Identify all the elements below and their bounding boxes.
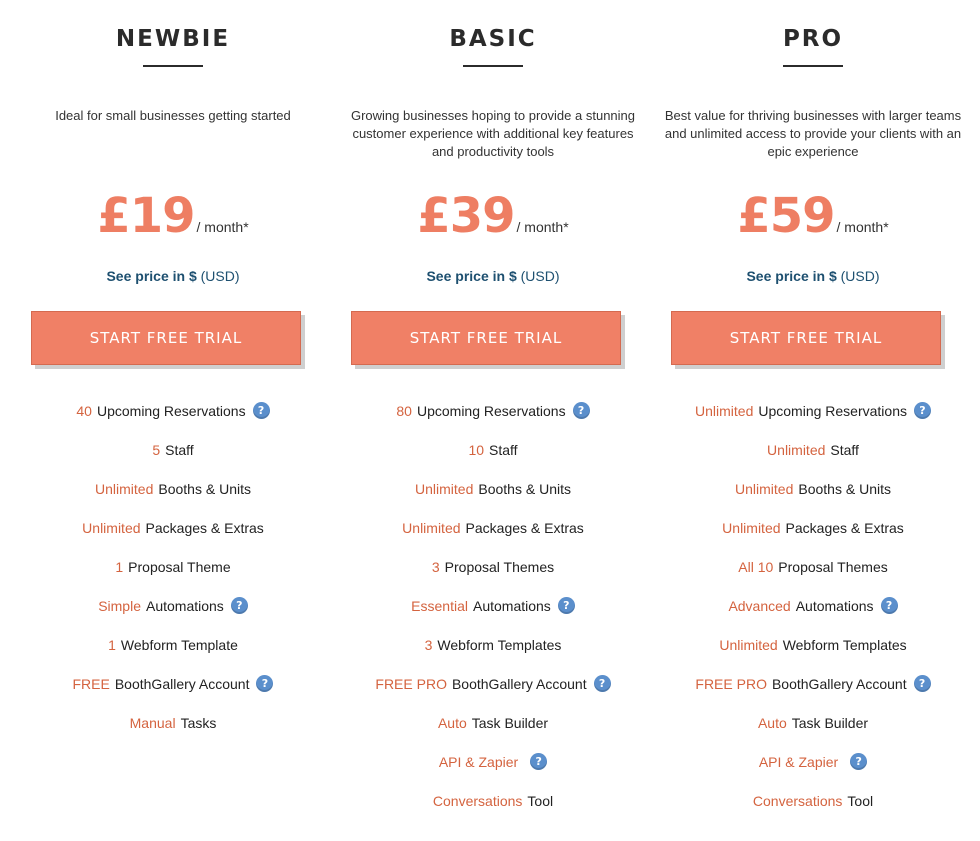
- feature-item: [343, 401, 643, 440]
- feature-list: [343, 401, 643, 830]
- feature-label: Webform Templates: [437, 637, 562, 653]
- feature-label: Task Builder: [791, 715, 869, 731]
- title-underline: [783, 65, 843, 67]
- feature-value: Manual: [129, 715, 176, 731]
- feature-label: Packages & Extras: [465, 520, 584, 536]
- feature-label: Upcoming Reservations: [416, 403, 566, 419]
- usd-link-text: See price in $: [746, 268, 837, 284]
- price-amount: £39: [417, 188, 515, 244]
- plan-title: PRO: [782, 26, 844, 52]
- feature-label: Tasks: [180, 715, 217, 731]
- feature-label: Automations: [472, 598, 551, 614]
- feature-label: Upcoming Reservations: [96, 403, 246, 419]
- feature-value: Auto: [437, 715, 467, 731]
- feature-value: Unlimited: [82, 520, 141, 536]
- help-icon[interactable]: ?: [914, 675, 931, 692]
- plan-description: Best value for thriving businesses with larger teams and unlimited access to provide your clients with an epic experience: [664, 108, 962, 159]
- feature-value: Unlimited: [415, 481, 474, 497]
- feature-value: 40: [76, 403, 92, 419]
- help-icon[interactable]: ?: [594, 675, 611, 692]
- feature-item: [663, 752, 963, 791]
- feature-label: BoothGallery Account: [114, 676, 250, 692]
- feature-item: [343, 635, 643, 674]
- feature-value: Advanced: [728, 598, 791, 614]
- start-free-trial-button[interactable]: START FREE TRIAL: [351, 311, 621, 365]
- feature-item: [663, 479, 963, 518]
- title-underline: [143, 65, 203, 67]
- usd-price-link[interactable]: [343, 268, 643, 284]
- feature-label: BoothGallery Account: [771, 676, 907, 692]
- help-icon[interactable]: ?: [530, 753, 547, 770]
- feature-label: Webform Template: [120, 637, 238, 653]
- feature-label: Proposal Themes: [444, 559, 555, 575]
- feature-item: [663, 518, 963, 557]
- feature-value: Conversations: [432, 793, 523, 809]
- start-free-trial-button[interactable]: START FREE TRIAL: [31, 311, 301, 365]
- price: [23, 188, 323, 244]
- feature-item: [23, 401, 323, 440]
- feature-item: [663, 635, 963, 674]
- feature-label: Booths & Units: [158, 481, 251, 497]
- feature-value: 3: [431, 559, 440, 575]
- feature-value: Unlimited: [767, 442, 826, 458]
- feature-value: Essential: [411, 598, 468, 614]
- feature-label: Automations: [795, 598, 874, 614]
- feature-value: 3: [424, 637, 433, 653]
- usd-link-text: See price in $: [106, 268, 197, 284]
- feature-item: [343, 713, 643, 752]
- price-period: / month*: [516, 219, 569, 235]
- price-period: / month*: [836, 219, 889, 235]
- feature-value: Unlimited: [735, 481, 794, 497]
- feature-value: 10: [468, 442, 485, 458]
- feature-item: [23, 596, 323, 635]
- help-icon[interactable]: ?: [850, 753, 867, 770]
- help-icon[interactable]: ?: [256, 675, 273, 692]
- feature-list: [23, 401, 323, 752]
- feature-item: [343, 557, 643, 596]
- feature-item: [23, 713, 323, 752]
- help-icon[interactable]: ?: [253, 402, 270, 419]
- feature-label: Proposal Theme: [128, 559, 231, 575]
- help-icon[interactable]: ?: [231, 597, 248, 614]
- plan-title: BASIC: [449, 26, 537, 52]
- feature-list: [663, 401, 963, 830]
- feature-item: [23, 518, 323, 557]
- feature-item: [663, 557, 963, 596]
- start-free-trial-button[interactable]: START FREE TRIAL: [671, 311, 941, 365]
- feature-item: [663, 401, 963, 440]
- feature-value: Simple: [98, 598, 141, 614]
- feature-label: Task Builder: [471, 715, 549, 731]
- feature-value: 5: [152, 442, 161, 458]
- feature-item: [663, 713, 963, 752]
- plan-description: Ideal for small businesses getting started: [55, 108, 291, 123]
- usd-link-text: See price in $: [426, 268, 517, 284]
- feature-label: Staff: [830, 442, 859, 458]
- feature-item: [343, 674, 643, 713]
- feature-label: Booths & Units: [798, 481, 891, 497]
- feature-item: [663, 791, 963, 830]
- feature-item: [663, 596, 963, 635]
- feature-value: Unlimited: [719, 637, 778, 653]
- price: [663, 188, 963, 244]
- feature-value: 80: [396, 403, 412, 419]
- feature-label: BoothGallery Account: [451, 676, 587, 692]
- price-amount: £59: [737, 188, 835, 244]
- feature-value: 1: [115, 559, 124, 575]
- feature-label: Automations: [145, 598, 224, 614]
- feature-item: [663, 674, 963, 713]
- feature-label: Packages & Extras: [785, 520, 904, 536]
- feature-item: [343, 518, 643, 557]
- feature-label: Webform Templates: [782, 637, 907, 653]
- feature-label: Packages & Extras: [145, 520, 264, 536]
- feature-label: Proposal Themes: [778, 559, 888, 575]
- feature-label: Staff: [489, 442, 518, 458]
- feature-item: [343, 752, 643, 791]
- plan-title: NEWBIE: [115, 26, 231, 52]
- feature-value: Unlimited: [695, 403, 754, 419]
- feature-label: Tool: [527, 793, 554, 809]
- feature-item: [663, 440, 963, 479]
- price-amount: £19: [97, 188, 195, 244]
- feature-value: FREE PRO: [695, 676, 767, 692]
- feature-label: Staff: [165, 442, 194, 458]
- feature-item: [23, 557, 323, 596]
- title-underline: [463, 65, 523, 67]
- feature-item: [343, 791, 643, 830]
- feature-value: 1: [108, 637, 116, 653]
- feature-value: Auto: [757, 715, 787, 731]
- feature-item: [343, 440, 643, 479]
- feature-value: FREE: [72, 676, 110, 692]
- feature-item: [23, 635, 323, 674]
- help-icon[interactable]: ?: [573, 402, 590, 419]
- feature-item: [23, 674, 323, 713]
- usd-price-link[interactable]: [663, 268, 963, 284]
- feature-item: [23, 479, 323, 518]
- usd-price-link[interactable]: [23, 268, 323, 284]
- feature-value: API & Zapier: [438, 754, 519, 770]
- help-icon[interactable]: ?: [881, 597, 898, 614]
- plan-description: Growing businesses hoping to provide a stunning customer experience with additional key features and productivity tools: [350, 108, 635, 159]
- feature-value: API & Zapier: [758, 754, 839, 770]
- feature-label: Booths & Units: [478, 481, 571, 497]
- price-period: / month*: [196, 219, 249, 235]
- feature-label: Upcoming Reservations: [758, 403, 907, 419]
- feature-label: Tool: [847, 793, 874, 809]
- usd-link-suffix: (USD): [520, 268, 560, 284]
- feature-item: [343, 479, 643, 518]
- feature-value: Unlimited: [402, 520, 461, 536]
- help-icon[interactable]: ?: [914, 402, 931, 419]
- feature-value: FREE PRO: [375, 676, 447, 692]
- feature-value: Unlimited: [95, 481, 154, 497]
- feature-item: [23, 440, 323, 479]
- feature-value: All 10: [738, 559, 774, 575]
- feature-item: [343, 596, 643, 635]
- usd-link-suffix: (USD): [200, 268, 240, 284]
- price: [343, 188, 643, 244]
- usd-link-suffix: (USD): [840, 268, 880, 284]
- feature-value: Conversations: [752, 793, 843, 809]
- help-icon[interactable]: ?: [558, 597, 575, 614]
- feature-value: Unlimited: [722, 520, 781, 536]
